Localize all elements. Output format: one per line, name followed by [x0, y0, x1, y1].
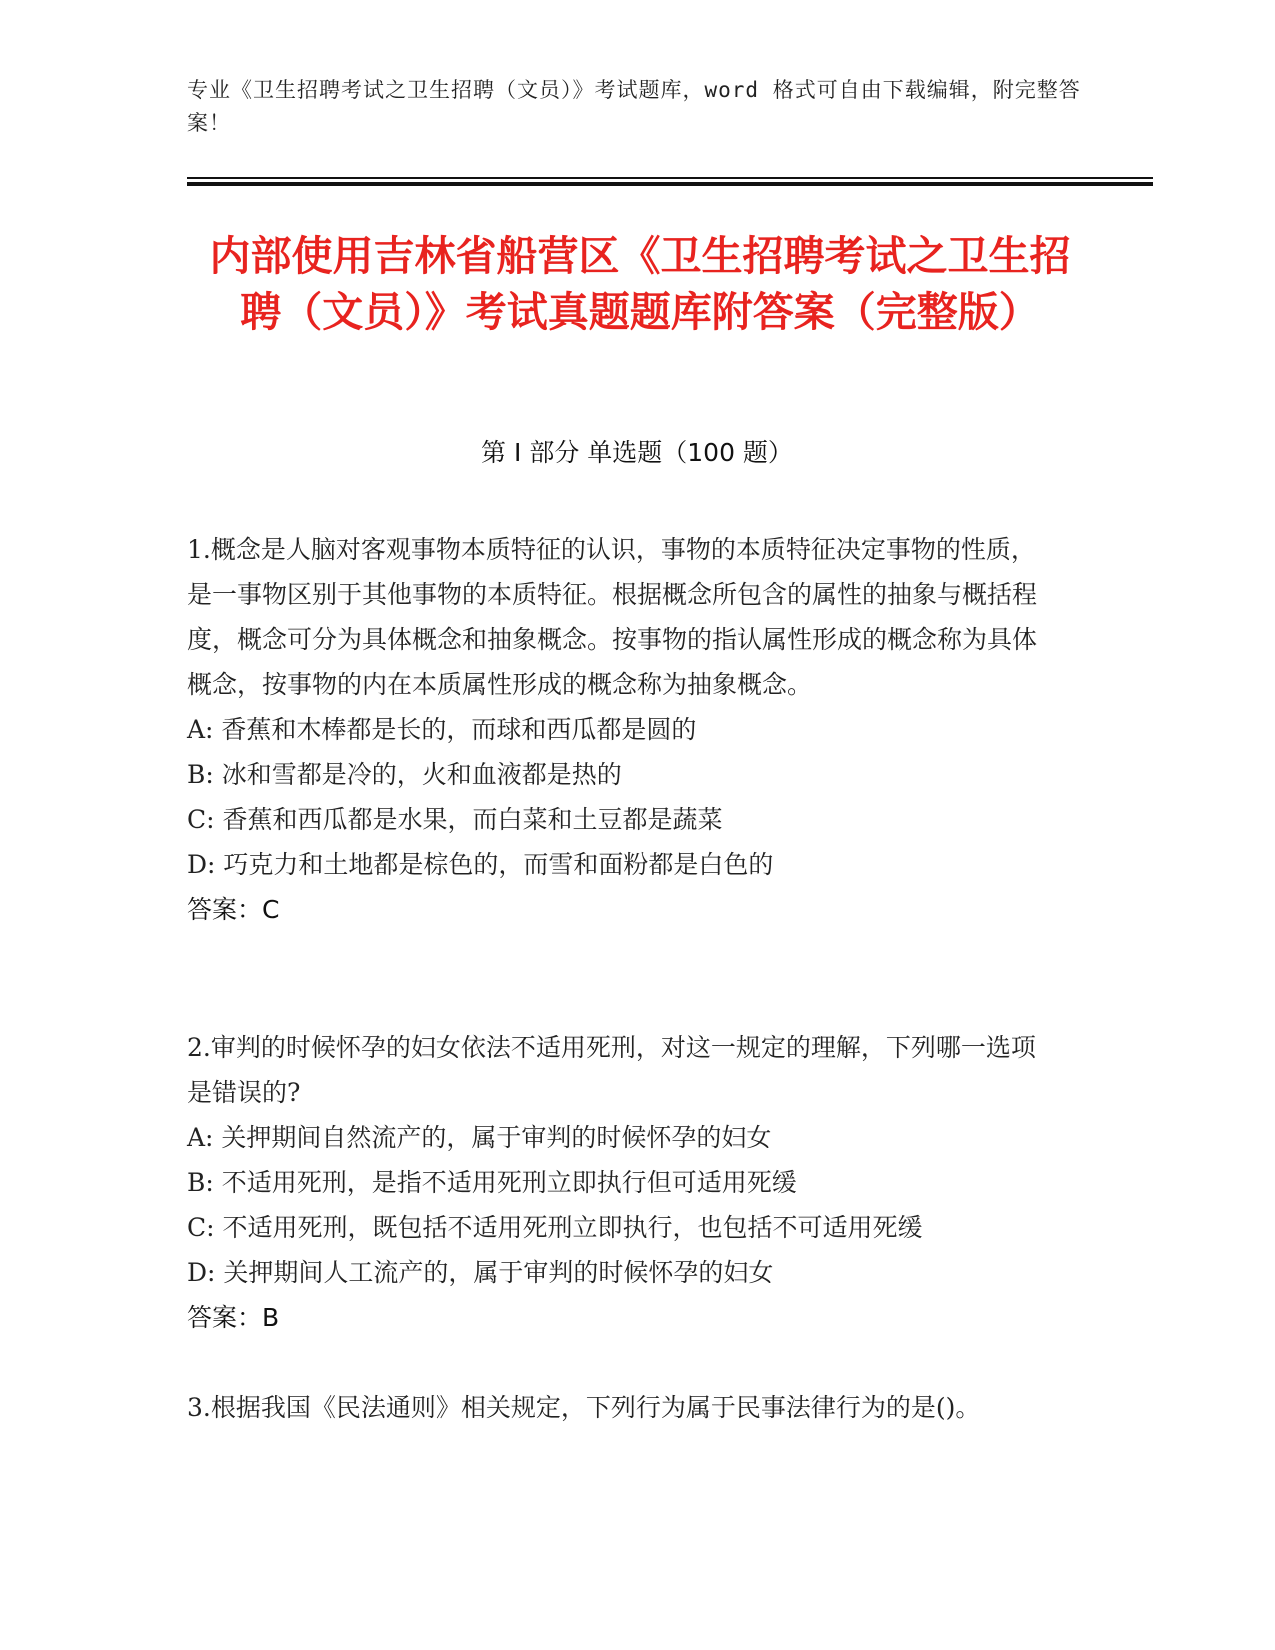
- header-note: 专业《卫生招聘考试之卫生招聘（文员）》考试题库，word 格式可自由下载编辑，附完整答案！: [187, 78, 1081, 135]
- option-c: C: 香蕉和西瓜都是水果，而白菜和土豆都是蔬菜: [187, 805, 723, 834]
- option-d: D: 巧克力和土地都是棕色的，而雪和面粉都是白色的: [187, 850, 774, 879]
- question-3: [187, 1385, 1057, 1430]
- section-heading: 第 I 部分 单选题（100 题）: [481, 438, 793, 467]
- header-divider-thin: [187, 177, 1153, 179]
- answer-label: 答案：B: [187, 1303, 280, 1332]
- option-b: B: 不适用死刑，是指不适用死刑立即执行但可适用死缓: [187, 1168, 797, 1197]
- option-a: A: 关押期间自然流产的，属于审判的时候怀孕的妇女: [187, 1123, 772, 1152]
- header-divider-thick: [187, 182, 1153, 186]
- option-c: C: 不适用死刑，既包括不适用死刑立即执行，也包括不可适用死缓: [187, 1213, 923, 1242]
- answer-label: 答案：C: [187, 895, 280, 924]
- option-b: B: 冰和雪都是冷的，火和血液都是热的: [187, 760, 622, 789]
- document-title: 内部使用吉林省船营区《卫生招聘考试之卫生招聘（文员）》考试真题题库附答案（完整版）: [209, 232, 1071, 336]
- question-stem: 2.审判的时候怀孕的妇女依法不适用死刑，对这一规定的理解，下列哪一选项是错误的?: [187, 1033, 1036, 1107]
- question-stem: 1.概念是人脑对客观事物本质特征的认识，事物的本质特征决定事物的性质，是一事物区别于其他事物的本质特征。根据概念所包含的属性的抽象与概括程度，概念可分为具体概念和抽象概念。按事物的指认属性形成的概念称为具体概念，按事物的内在本质属性形成的概念称为抽象概念。: [187, 535, 1038, 699]
- question-stem: 3.根据我国《民法通则》相关规定，下列行为属于民事法律行为的是()。: [187, 1393, 981, 1422]
- question-1: [187, 527, 1057, 932]
- option-d: D: 关押期间人工流产的，属于审判的时候怀孕的妇女: [187, 1258, 774, 1287]
- question-2: [187, 1025, 1057, 1340]
- option-a: A: 香蕉和木棒都是长的，而球和西瓜都是圆的: [187, 715, 697, 744]
